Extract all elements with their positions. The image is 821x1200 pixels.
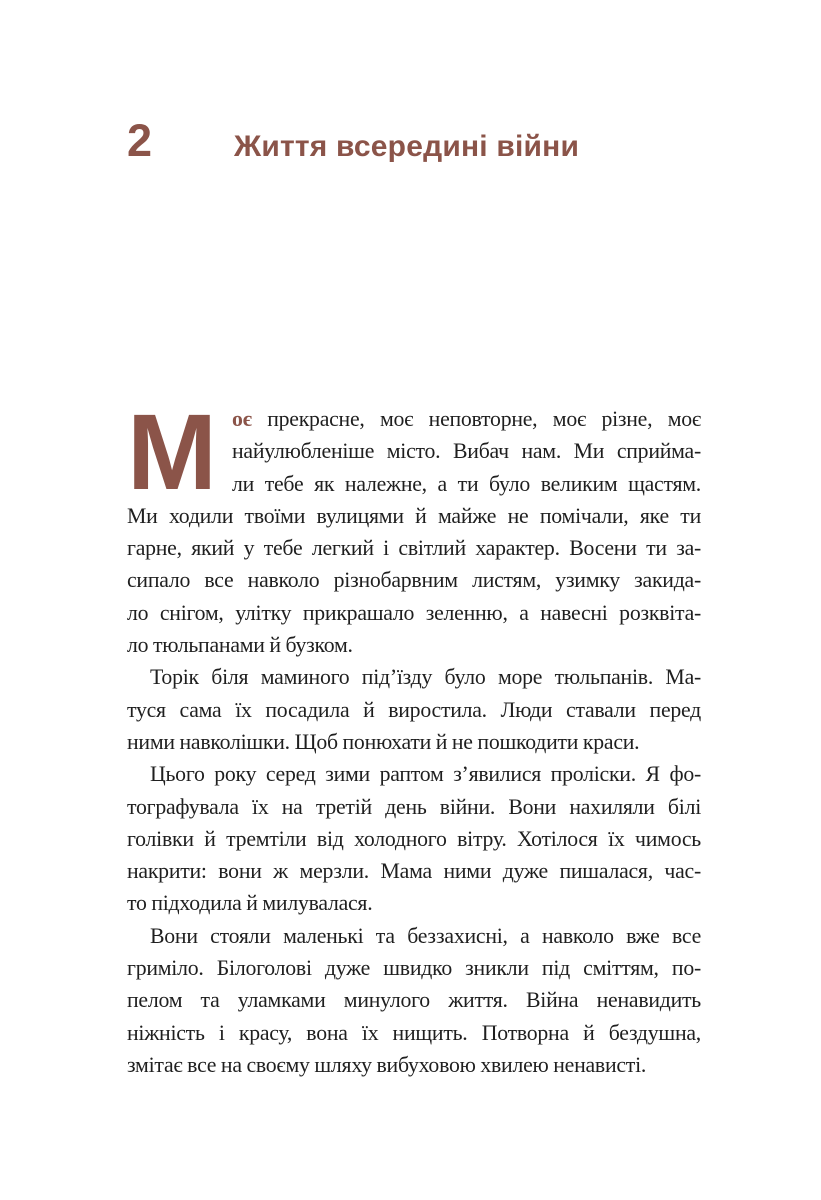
text-line: найулюбленіше місто. Вибач нам. Ми сприйма- bbox=[232, 439, 701, 464]
text-line: ніжність і красу, вона їх нищить. Потворна й бездушна, bbox=[127, 1020, 701, 1045]
text-line: сипало все навколо різнобарвним листям, узимку закида- bbox=[127, 568, 701, 593]
text-line: змітає все на своєму шляху вибуховою хвилею ненависті. bbox=[127, 1052, 647, 1077]
chapter-number: 2 bbox=[127, 115, 153, 166]
drop-cap: М bbox=[127, 391, 217, 512]
body-text bbox=[127, 391, 701, 1081]
text-line: тографувала їх на третій день війни. Вони нахиляли білі bbox=[127, 794, 701, 819]
chapter-header bbox=[127, 115, 580, 166]
text-line: ло снігом, улітку прикрашало зеленню, а навесні розквіта- bbox=[127, 600, 701, 625]
paragraph bbox=[127, 758, 701, 919]
paragraph bbox=[127, 920, 701, 1081]
text-line: Цього року серед зими раптом з’явилися проліски. Я фо- bbox=[150, 762, 701, 787]
text-line: туся сама їх посадила й виростила. Люди ставали перед bbox=[127, 697, 701, 722]
text-line: Торік біля маминого під’їзду було море тюльпанів. Ма- bbox=[150, 665, 701, 690]
text-line: Вони стояли маленькі та беззахисні, а навколо вже все bbox=[150, 923, 701, 948]
text-line: оє прекрасне, моє неповторне, моє різне, моє bbox=[232, 407, 701, 431]
chapter-title: Життя всередині війни bbox=[234, 130, 580, 163]
text-line: гриміло. Білоголові дуже швидко зникли під сміттям, по- bbox=[127, 956, 701, 981]
text-line: ними навколішки. Щоб понюхати й не пошкодити краси. bbox=[127, 729, 640, 754]
text-line: пелом та уламками минулого життя. Війна ненавидить bbox=[127, 988, 701, 1013]
text-line: гарне, який у тебе легкий і світлий характер. Восени ти за- bbox=[127, 536, 701, 561]
text-line: ли тебе як належне, а ти було великим щастям. bbox=[232, 471, 701, 496]
text-line: голівки й тремтіли від холодного вітру. Хотілося їх чимось bbox=[127, 826, 701, 851]
text-line: то підходила й милувалася. bbox=[127, 891, 373, 916]
lead-characters: оє bbox=[232, 407, 252, 431]
text-line: накрити: вони ж мерзли. Мама ними дуже пишалася, час- bbox=[127, 859, 701, 884]
text-line: Ми ходили твоїми вулицями й майже не помічали, яке ти bbox=[127, 503, 701, 528]
paragraph bbox=[127, 661, 701, 758]
text-line: ло тюльпанами й бузком. bbox=[127, 633, 353, 658]
